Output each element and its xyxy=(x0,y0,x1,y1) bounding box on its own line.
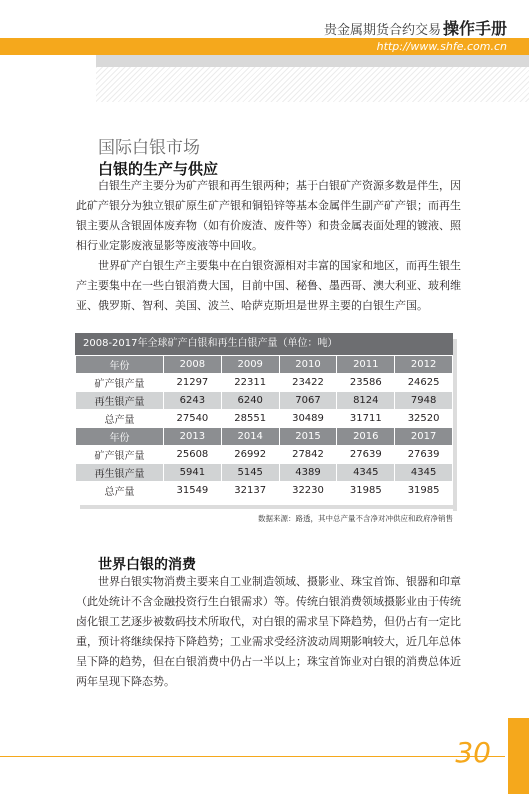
table-header-cell: 2014 xyxy=(221,428,279,446)
footer-accent-tab xyxy=(508,718,529,794)
table-cell: 23422 xyxy=(279,374,337,392)
table-row xyxy=(76,482,453,500)
table-cell: 4345 xyxy=(395,464,453,482)
table-shadow-right xyxy=(453,339,457,511)
table-cell: 26992 xyxy=(221,446,279,464)
header-title xyxy=(324,16,507,39)
table-header-cell: 2017 xyxy=(395,428,453,446)
table-grid xyxy=(75,355,453,500)
header-hatch-pattern xyxy=(96,67,529,102)
table-cell: 21297 xyxy=(164,374,222,392)
table-cell: 32137 xyxy=(221,482,279,500)
table-cell: 32520 xyxy=(395,410,453,428)
table-cell: 6240 xyxy=(221,392,279,410)
table-header-row xyxy=(76,356,453,374)
paragraph-line: 重，预计将继续保持下降趋势；工业需求受经济波动周期影响较大，近几年总体 xyxy=(76,635,461,648)
table-cell: 8124 xyxy=(337,392,395,410)
paragraph-line: 世界矿产白银生产主要集中在白银资源相对丰富的国家和地区，而再生银生 xyxy=(98,259,461,272)
table-header-cell: 2016 xyxy=(337,428,395,446)
paragraph-line: 世界白银实物消费主要来自工业制造领域、摄影业、珠宝首饰、银器和印章 xyxy=(98,575,461,588)
table-row xyxy=(76,410,453,428)
header-url[interactable]: http://www.shfe.com.cn xyxy=(376,40,507,53)
table-row xyxy=(76,374,453,392)
table-header-cell: 2011 xyxy=(337,356,395,374)
table-cell: 27842 xyxy=(279,446,337,464)
table-shadow-bottom xyxy=(80,505,457,509)
table-header-cell: 2015 xyxy=(279,428,337,446)
table-cell: 5145 xyxy=(221,464,279,482)
table-cell: 矿产银产量 xyxy=(76,374,164,392)
footer-rule xyxy=(0,756,505,757)
table-row xyxy=(76,392,453,410)
table-cell: 5941 xyxy=(164,464,222,482)
table-cell: 再生银产量 xyxy=(76,392,164,410)
table-cell: 24625 xyxy=(395,374,453,392)
section2-subtitle: 世界白银的消费 xyxy=(98,557,196,573)
table-cell: 31985 xyxy=(395,482,453,500)
paragraph-line: 呈下降的趋势，但在白银消费中仍占一半以上；珠宝首饰业对白银的消费总体近 xyxy=(76,655,461,668)
table-cell: 矿产银产量 xyxy=(76,446,164,464)
table-header-cell: 年份 xyxy=(76,356,164,374)
paragraph-line: 亚、俄罗斯、智利、美国、波兰、哈萨克斯坦是世界主要的白银生产国。 xyxy=(76,299,428,312)
table-header-cell: 2009 xyxy=(221,356,279,374)
page-number: 30 xyxy=(455,736,491,769)
table-header-row xyxy=(76,428,453,446)
section-title: 国际白银市场 xyxy=(98,138,200,158)
table-cell: 31549 xyxy=(164,482,222,500)
paragraph-production xyxy=(76,176,459,256)
table-cell: 27639 xyxy=(337,446,395,464)
section-subtitle: 白银的生产与供应 xyxy=(98,160,219,178)
table-cell: 32230 xyxy=(279,482,337,500)
paragraph-producers xyxy=(76,256,459,316)
table-cell: 30489 xyxy=(279,410,337,428)
header-title-main: 操作手册 xyxy=(442,19,507,38)
table-cell: 22311 xyxy=(221,374,279,392)
table-header-cell: 2010 xyxy=(279,356,337,374)
table-header-cell: 2008 xyxy=(164,356,222,374)
table-cell: 4389 xyxy=(279,464,337,482)
paragraph-line: 卤化银工艺逐步被数码技术所取代，对白银的需求呈下降趋势，但仍占有一定比 xyxy=(76,615,461,628)
table-caption: 2008-2017年全球矿产白银和再生白银产量（单位：吨） xyxy=(75,333,453,355)
table-cell: 再生银产量 xyxy=(76,464,164,482)
table-cell: 4345 xyxy=(337,464,395,482)
paragraph-line: 白银生产主要分为矿产银和再生银两种；基于白银矿产资源多数是伴生，因 xyxy=(98,179,461,192)
table-cell: 总产量 xyxy=(76,410,164,428)
paragraph-line: 两年呈现下降态势。 xyxy=(76,675,175,688)
paragraph-line: 产主要集中在一些白银消费大国，目前中国、秘鲁、墨西哥、澳大利亚、玻利维 xyxy=(76,279,461,292)
paragraph-consumption xyxy=(76,572,459,692)
table-header-cell: 2012 xyxy=(395,356,453,374)
table-cell: 28551 xyxy=(221,410,279,428)
table-cell: 31985 xyxy=(337,482,395,500)
table-row xyxy=(76,464,453,482)
table-cell: 7067 xyxy=(279,392,337,410)
table-cell: 31711 xyxy=(337,410,395,428)
paragraph-line: （此处统计不含金融投资行生白银需求）等。传统白银消费领域摄影业由于传统 xyxy=(76,595,461,608)
table-cell: 25608 xyxy=(164,446,222,464)
paragraph-line: 银主要从含银固体废弃物（如有价废渣、废件等）和贵金属表面处理的镀液、照 xyxy=(76,219,461,232)
table-cell: 总产量 xyxy=(76,482,164,500)
table-header-cell: 2013 xyxy=(164,428,222,446)
silver-production-table xyxy=(75,333,453,500)
paragraph-line: 相行业定影废液显影等废液等中回收。 xyxy=(76,239,263,252)
table-cell: 27540 xyxy=(164,410,222,428)
table-header-cell: 年份 xyxy=(76,428,164,446)
table-cell: 27639 xyxy=(395,446,453,464)
table-cell: 23586 xyxy=(337,374,395,392)
table-cell: 6243 xyxy=(164,392,222,410)
table-cell: 7948 xyxy=(395,392,453,410)
header-title-prefix: 贵金属期货合约交易 xyxy=(323,23,441,38)
table-source-note: 数据来源：路透，其中总产量不含净对冲供应和政府净销售 xyxy=(258,514,453,523)
table-row xyxy=(76,446,453,464)
header-grey-band xyxy=(96,55,529,67)
paragraph-line: 此矿产银分为独立银矿原生矿产银和铜铅锌等基本金属伴生副产矿产银；而再生 xyxy=(76,199,461,212)
